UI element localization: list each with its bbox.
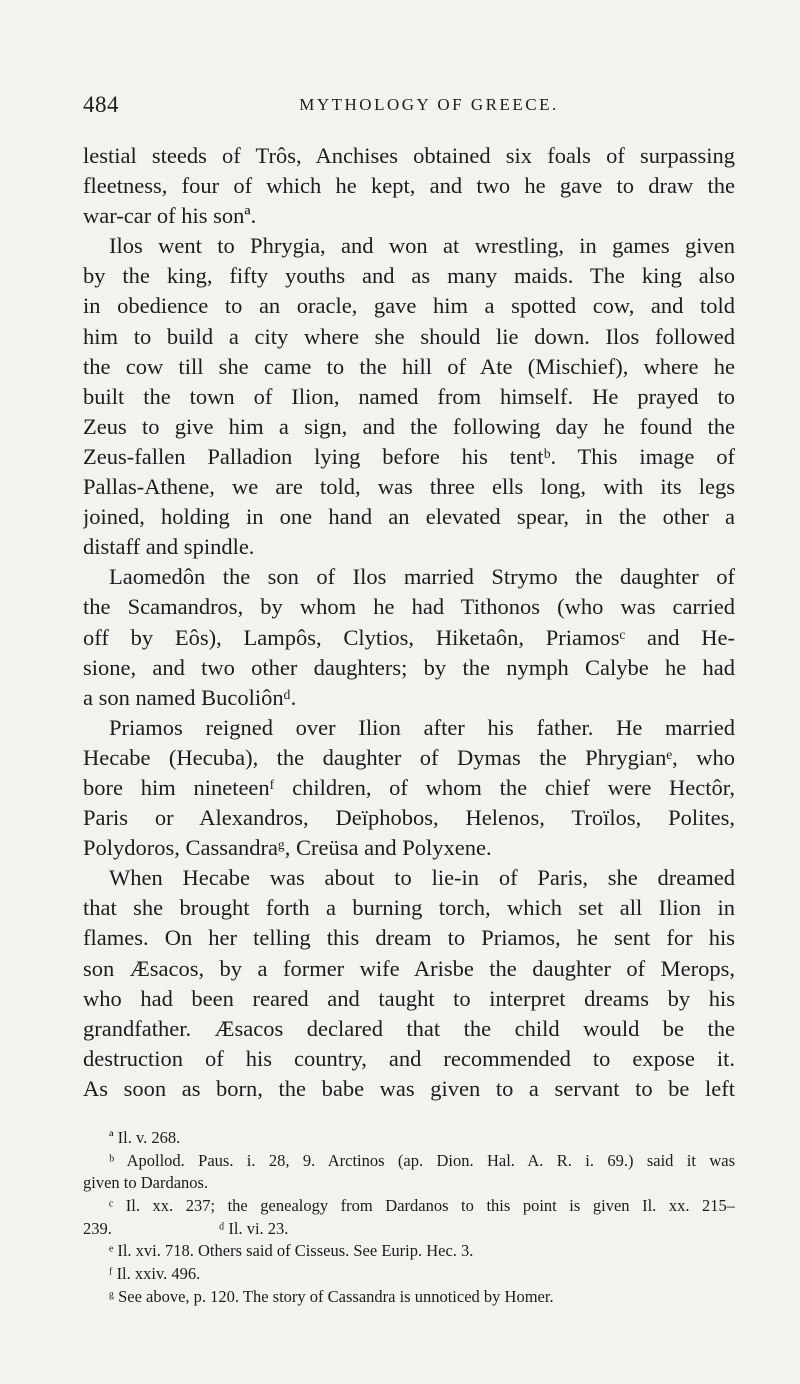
text-line: by the king, fifty youths and as many maids. The king also: [83, 263, 735, 289]
text-line: Ilos went to Phrygia, and won at wrestling, in games given: [109, 233, 735, 259]
footnotes: [83, 1127, 735, 1309]
text-line: a son named Bucoliônᵈ.: [83, 684, 297, 710]
text-line: grandfather. Æsacos declared that the child would be the: [83, 1015, 735, 1041]
footnote-line: ᵉ Il. xvi. 718. Others said of Cisseus. See Eurip. Hec. 3.: [109, 1241, 474, 1261]
text-line: lestial steeds of Trôs, Anchises obtained six foals of surpassing: [83, 143, 735, 168]
text-line: destruction of his country, and recommended to expose it.: [83, 1045, 735, 1071]
text-line: As soon as born, the babe was given to a servant to be left: [83, 1075, 735, 1101]
text-line: the cow till she came to the hill of Ate (Mischief), where he: [83, 353, 735, 379]
footnote-line: ᵍ See above, p. 120. The story of Cassandra is unnoticed by Homer.: [109, 1286, 554, 1306]
text-line: Zeus-fallen Palladion lying before his tentᵇ. This image of: [83, 443, 735, 469]
text-line: son Æsacos, by a former wife Arisbe the daughter of Merops,: [83, 955, 735, 981]
text-line: the Scamandros, by whom he had Tithonos (who was carried: [83, 594, 735, 620]
running-title: MYTHOLOGY OF GREECE.: [299, 95, 559, 114]
text-line: sione, and two other daughters; by the nymph Calybe he had: [83, 654, 735, 680]
footnote-line: ᶜ Il. xx. 237; the genealogy from Dardanos to this point is given Il. xx. 215–: [109, 1196, 735, 1216]
footnote-line: 239. ᵈ Il. vi. 23.: [83, 1218, 289, 1238]
page-header: [83, 92, 735, 122]
text-line: off by Eôs), Lampôs, Clytios, Hiketaôn, Priamosᶜ and He-: [83, 624, 735, 650]
footnote-line: given to Dardanos.: [83, 1173, 209, 1193]
text-line: who had been reared and taught to interpret dreams by his: [83, 985, 735, 1011]
text-line: joined, holding in one hand an elevated spear, in the other a: [83, 504, 735, 530]
text-line: Laomedôn the son of Ilos married Strymo the daughter of: [109, 564, 735, 590]
text-line: him to build a city where she should lie down. Ilos followed: [83, 323, 735, 349]
text-line: Paris or Alexandros, Deïphobos, Helenos, Troïlos, Polites,: [83, 805, 735, 831]
text-line: distaff and spindle.: [83, 534, 255, 560]
text-line: Pallas-Athene, we are told, was three ells long, with its legs: [83, 474, 735, 500]
text-line: war-car of his sonª.: [83, 203, 257, 229]
page-number: 484: [83, 92, 119, 117]
footnote-line: ª Il. v. 268.: [109, 1128, 181, 1147]
body-text: [83, 141, 735, 1104]
text-line: fleetness, four of which he kept, and two he gave to draw the: [83, 173, 735, 199]
text-line: that she brought forth a burning torch, which set all Ilion in: [83, 895, 735, 921]
text-line: built the town of Ilion, named from himself. He prayed to: [83, 383, 735, 409]
text-line: When Hecabe was about to lie-in of Paris, she dreamed: [109, 865, 735, 891]
text-line: Polydoros, Cassandraᵍ, Creüsa and Polyxene.: [83, 835, 492, 861]
text-line: bore him nineteenᶠ children, of whom the chief were Hectôr,: [83, 774, 735, 800]
footnote-line: ᶠ Il. xxiv. 496.: [109, 1264, 201, 1284]
text-line: Priamos reigned over Ilion after his father. He married: [109, 714, 735, 740]
text-line: in obedience to an oracle, gave him a spotted cow, and told: [83, 293, 735, 319]
text-line: flames. On her telling this dream to Priamos, he sent for his: [83, 925, 735, 951]
footnote-line: ᵇ Apollod. Paus. i. 28, 9. Arctinos (ap. Dion. Hal. A. R. i. 69.) said it was: [109, 1150, 735, 1170]
text-line: Hecabe (Hecuba), the daughter of Dymas the Phrygianᵉ, who: [83, 744, 735, 770]
text-line: Zeus to give him a sign, and the following day he found the: [83, 413, 735, 439]
